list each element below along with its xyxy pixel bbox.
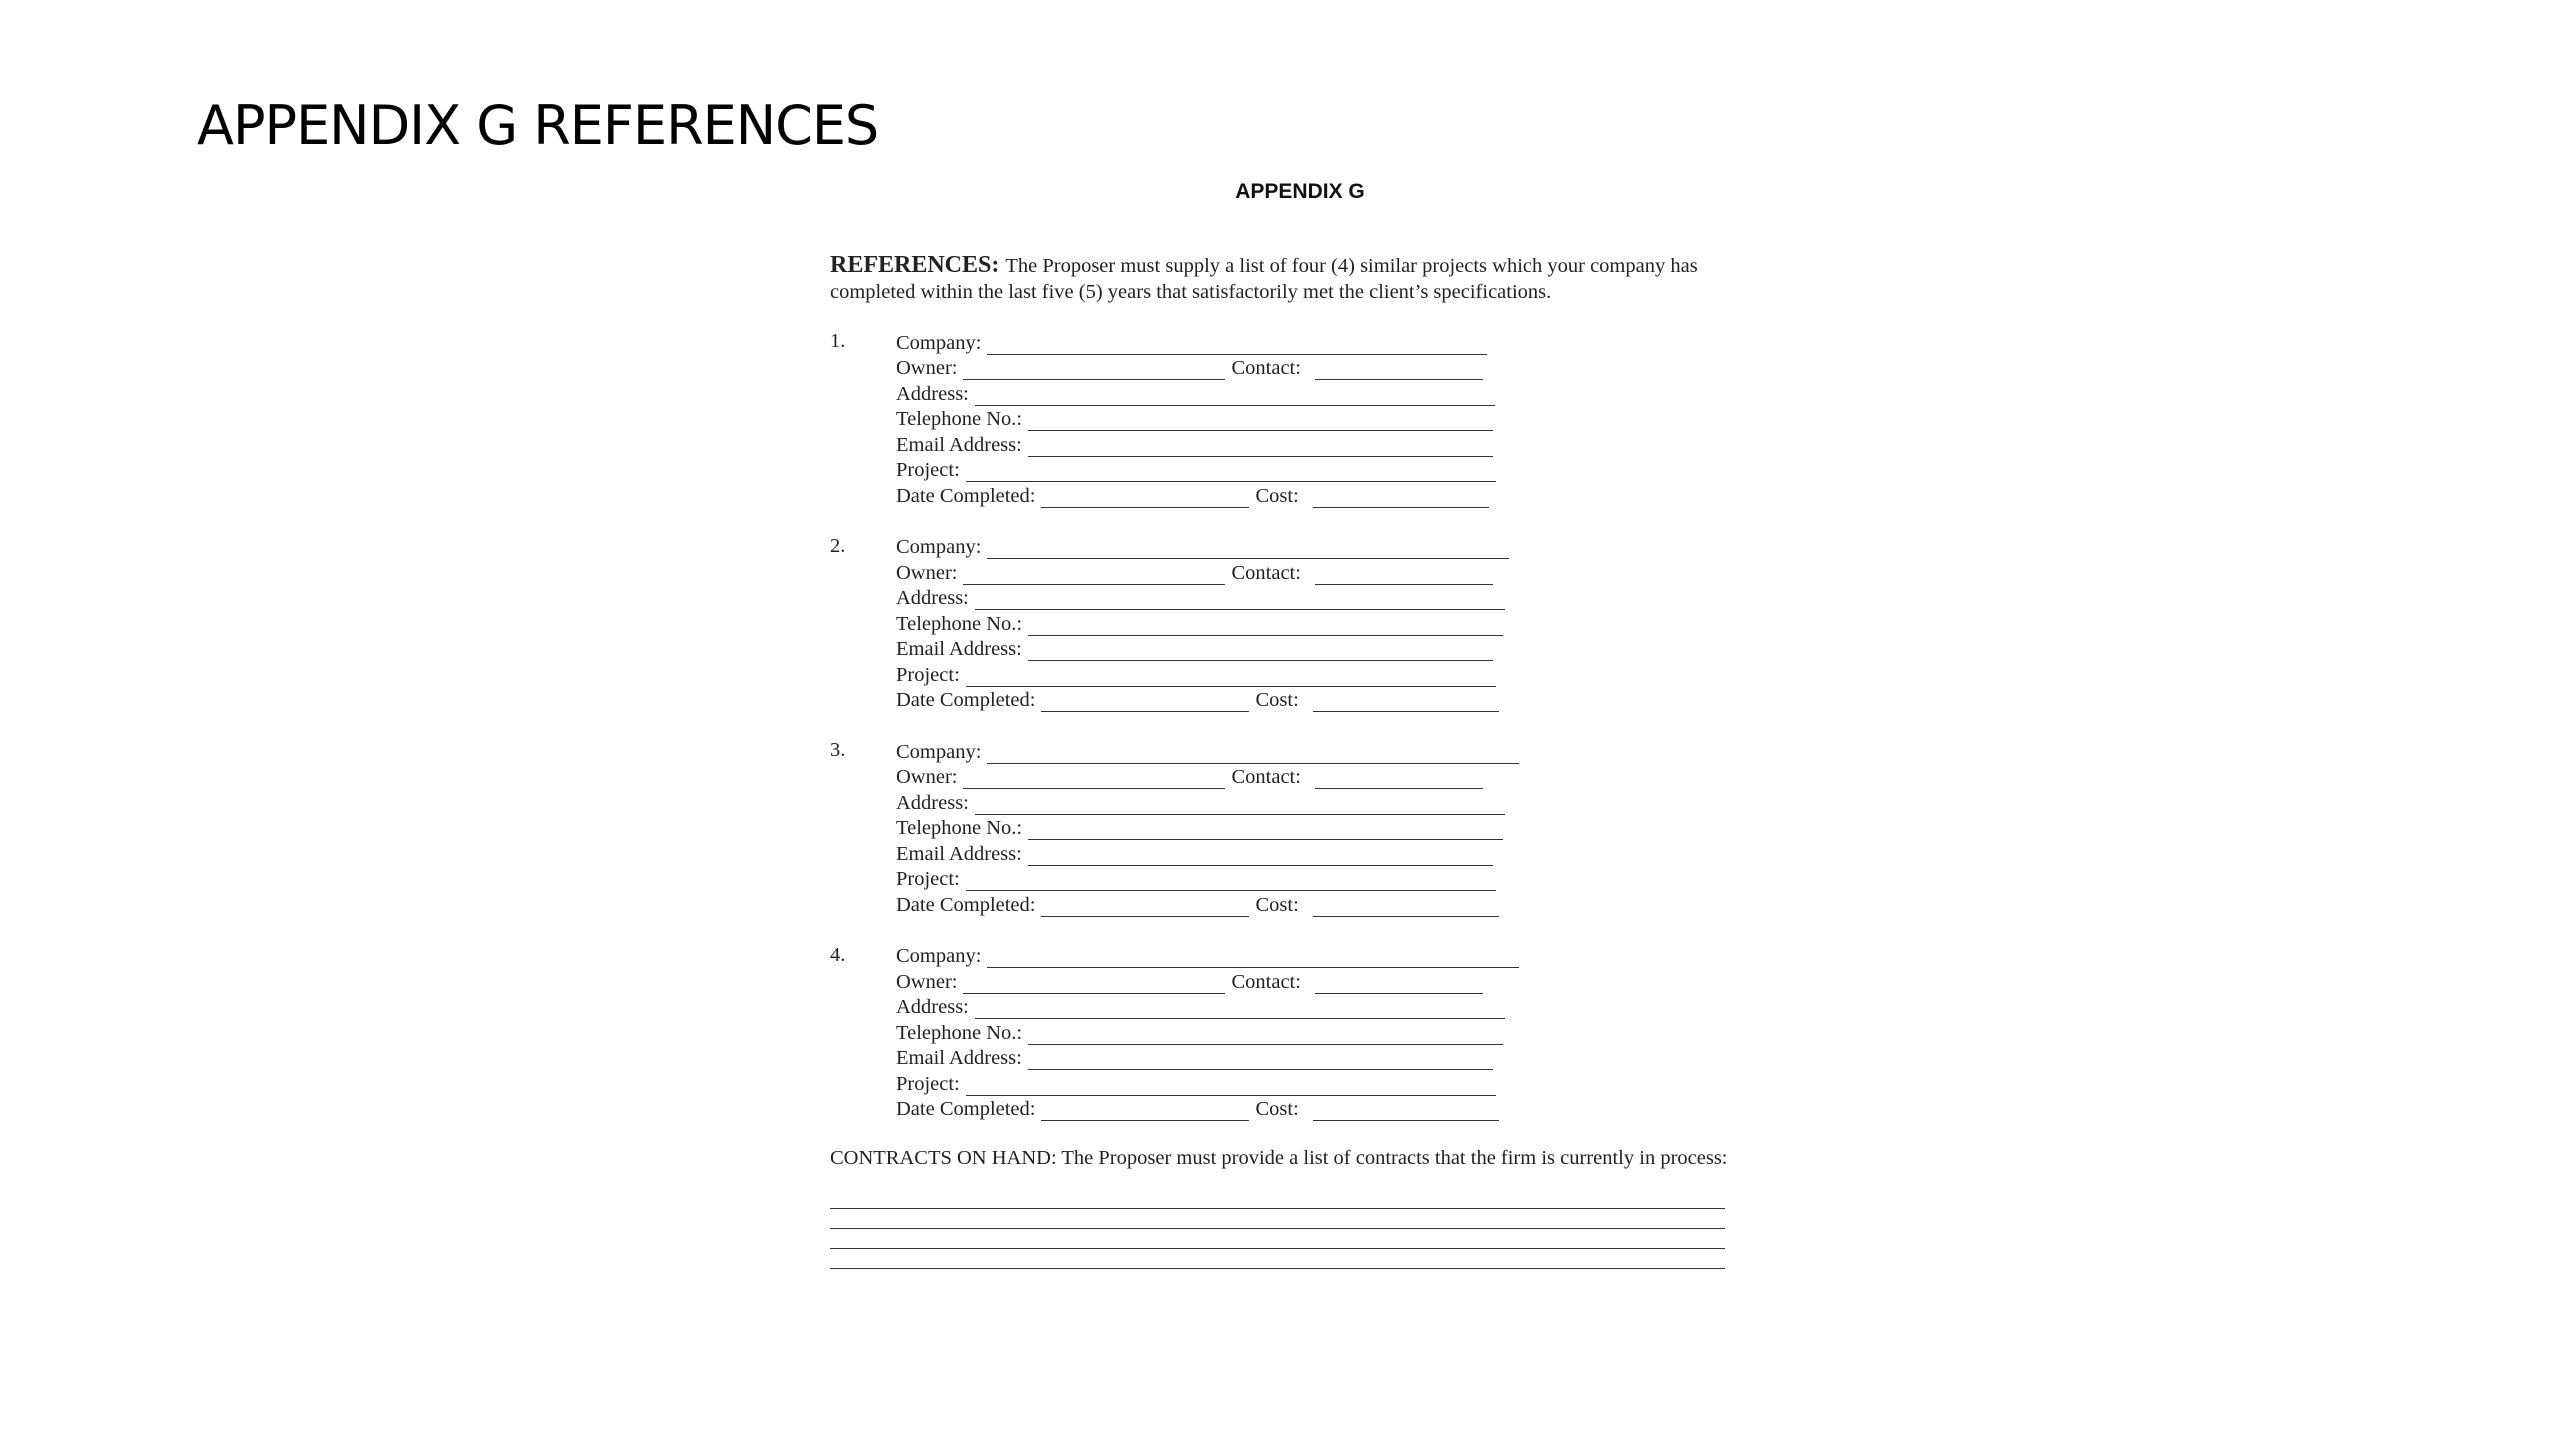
owner-field[interactable] (963, 361, 1225, 380)
project-label: Project: (896, 1072, 960, 1095)
cost-field[interactable] (1313, 1102, 1499, 1121)
contract-line[interactable] (830, 1229, 1725, 1249)
email-label: Email Address: (896, 638, 1022, 660)
email-field[interactable] (1028, 642, 1493, 661)
cost-field[interactable] (1313, 898, 1499, 917)
date-completed-field[interactable] (1041, 898, 1249, 917)
contact-label: Contact: (1231, 357, 1301, 379)
contracts-lines (830, 1189, 1750, 1269)
telephone-label: Telephone No.: (896, 408, 1023, 430)
reference-block (830, 738, 1750, 917)
project-field[interactable] (966, 872, 1496, 891)
company-label: Company: (896, 536, 982, 558)
cost-label: Cost: (1255, 893, 1299, 916)
address-field[interactable] (975, 387, 1495, 406)
telephone-field[interactable] (1028, 1026, 1503, 1045)
owner-label: Owner: (896, 357, 958, 379)
references-lead: REFERENCES: (830, 252, 1000, 278)
address-field[interactable] (975, 796, 1505, 815)
telephone-field[interactable] (1028, 412, 1493, 431)
owner-label: Owner: (896, 561, 958, 584)
address-field[interactable] (975, 1000, 1505, 1019)
slide-title: APPENDIX G REFERENCES (197, 94, 879, 157)
project-field[interactable] (966, 463, 1496, 482)
company-label: Company: (896, 945, 982, 967)
reference-block (830, 943, 1750, 1122)
reference-number: 3. (830, 739, 846, 761)
reference-number: 2. (830, 534, 846, 557)
owner-label: Owner: (896, 766, 958, 788)
contract-line[interactable] (830, 1189, 1725, 1209)
date-completed-field[interactable] (1041, 1102, 1249, 1121)
cost-label: Cost: (1255, 484, 1299, 507)
reference-number: 4. (830, 943, 846, 966)
contract-line[interactable] (830, 1209, 1725, 1229)
references-intro-text: The Proposer must supply a list of four (4) similar projects which your company has completed within the last five (5) years that satisfactorily met the client’s specifications. (830, 255, 1698, 303)
address-label: Address: (896, 791, 969, 814)
reference-number: 1. (830, 330, 846, 352)
telephone-field[interactable] (1028, 821, 1503, 840)
telephone-field[interactable] (1028, 617, 1503, 636)
company-field[interactable] (987, 336, 1487, 355)
company-label: Company: (896, 740, 982, 763)
address-label: Address: (896, 996, 969, 1018)
date-completed-field[interactable] (1041, 489, 1249, 508)
email-field[interactable] (1028, 847, 1493, 866)
email-label: Email Address: (896, 1047, 1022, 1069)
contact-field[interactable] (1315, 770, 1483, 789)
project-label: Project: (896, 663, 960, 686)
email-field[interactable] (1028, 1051, 1493, 1070)
cost-field[interactable] (1313, 489, 1489, 508)
contact-field[interactable] (1315, 566, 1493, 585)
owner-field[interactable] (963, 770, 1225, 789)
reference-list (830, 329, 1750, 1121)
cost-label: Cost: (1255, 1098, 1299, 1120)
owner-field[interactable] (963, 566, 1225, 585)
contact-field[interactable] (1315, 361, 1483, 380)
contact-field[interactable] (1315, 975, 1483, 994)
document-page (830, 180, 1750, 1269)
email-field[interactable] (1028, 438, 1493, 457)
owner-label: Owner: (896, 970, 958, 993)
date-completed-label: Date Completed: (896, 689, 1036, 711)
project-field[interactable] (966, 1077, 1496, 1096)
company-label: Company: (896, 331, 982, 354)
project-label: Project: (896, 868, 960, 890)
company-field[interactable] (987, 745, 1519, 764)
address-label: Address: (896, 382, 969, 405)
cost-field[interactable] (1313, 693, 1499, 712)
contact-label: Contact: (1231, 766, 1301, 788)
company-field[interactable] (987, 949, 1519, 968)
project-field[interactable] (966, 668, 1496, 687)
address-label: Address: (896, 587, 969, 609)
reference-block (830, 534, 1750, 713)
date-completed-label: Date Completed: (896, 1098, 1036, 1120)
telephone-label: Telephone No.: (896, 612, 1023, 635)
references-intro (830, 252, 1740, 305)
project-label: Project: (896, 459, 960, 481)
date-completed-label: Date Completed: (896, 893, 1036, 916)
contact-label: Contact: (1231, 970, 1301, 993)
contracts-on-hand-text: CONTRACTS ON HAND: The Proposer must provide a list of contracts that the firm is currently in process: (830, 1147, 1728, 1169)
company-field[interactable] (987, 540, 1509, 559)
address-field[interactable] (975, 591, 1505, 610)
email-label: Email Address: (896, 842, 1022, 865)
email-label: Email Address: (896, 433, 1022, 456)
contract-line[interactable] (830, 1249, 1725, 1269)
telephone-label: Telephone No.: (896, 817, 1023, 839)
document-heading: APPENDIX G (1235, 180, 1365, 203)
contact-label: Contact: (1231, 561, 1301, 584)
owner-field[interactable] (963, 975, 1225, 994)
cost-label: Cost: (1255, 689, 1299, 711)
telephone-label: Telephone No.: (896, 1021, 1023, 1044)
date-completed-field[interactable] (1041, 693, 1249, 712)
reference-block (830, 329, 1750, 508)
date-completed-label: Date Completed: (896, 484, 1036, 507)
